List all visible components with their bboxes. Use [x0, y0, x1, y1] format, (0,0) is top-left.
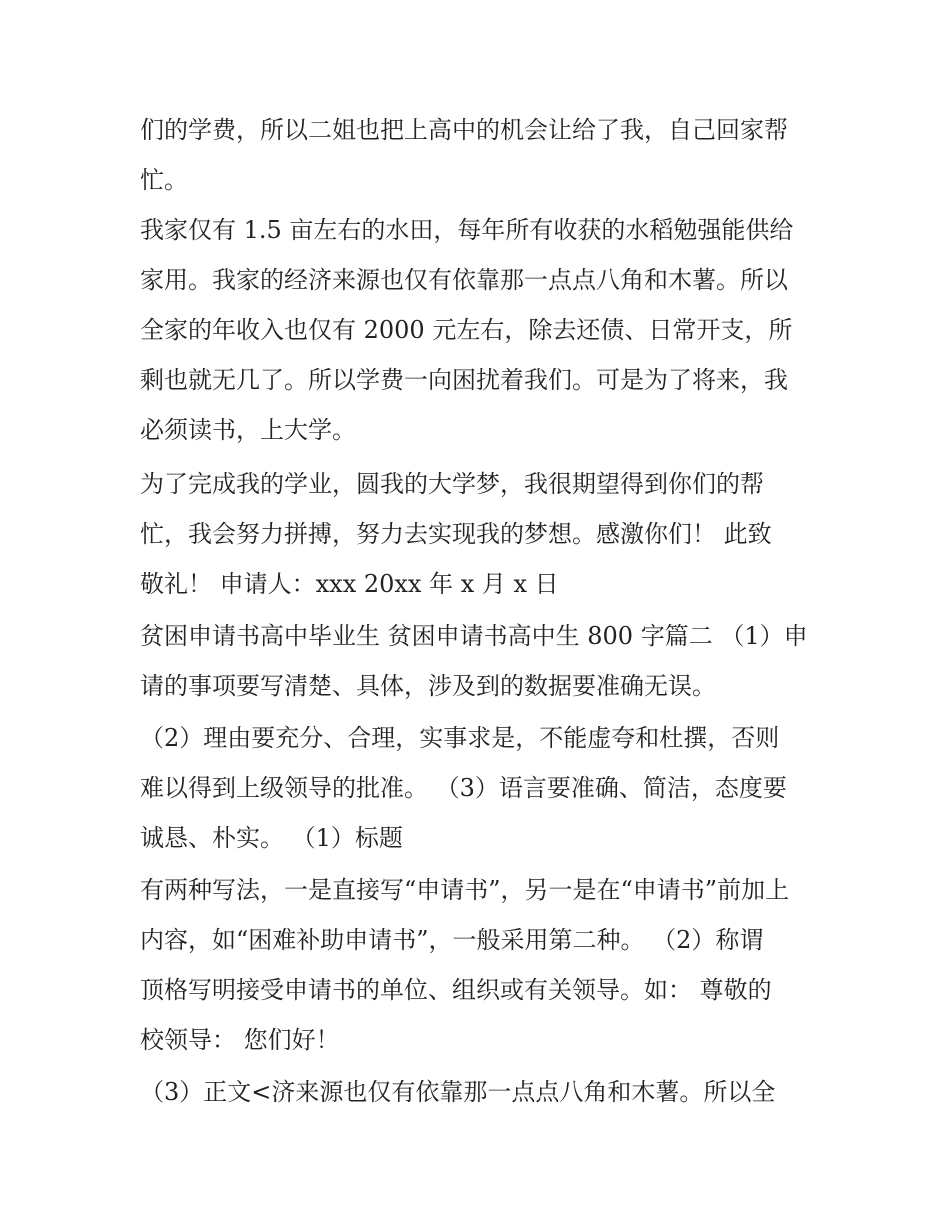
text-line: 全家的年收入也仅有 2000 元左右，除去还债、日常开支，所: [140, 316, 793, 344]
text-line: 内容，如“困难补助申请书”，一般采用第二种。 （2）称谓: [140, 926, 764, 954]
text-line: 为了完成我的学业，圆我的大学梦，我很期望得到你们的帮: [140, 470, 764, 498]
text-line: 顶格写明接受申请书的单位、组织或有关领导。如： 尊敬的: [140, 976, 772, 1004]
text-line: 忙。: [140, 166, 188, 194]
text-line: 请的事项要写清楚、具体，涉及到的数据要准确无误。: [140, 672, 716, 700]
text-line: 难以得到上级领导的批准。 （3）语言要准确、简洁，态度要: [140, 774, 787, 802]
text-line: （3）正文<济来源也仅有依靠那一点点八角和木薯。所以全: [140, 1078, 776, 1106]
text-line: 诚恳、朴实。 （1）标题: [140, 824, 403, 852]
text-line: 家用。我家的经济来源也仅有依靠那一点点八角和木薯。所以: [140, 266, 788, 294]
text-line: 们的学费，所以二姐也把上高中的机会让给了我，自己回家帮: [140, 116, 788, 144]
text-line: 有两种写法，一是直接写“申请书”，另一是在“申请书”前加上: [140, 876, 790, 904]
text-line: 剩也就无几了。所以学费一向困扰着我们。可是为了将来，我: [140, 366, 788, 394]
text-line: 敬礼！ 申请人：xxx 20xx 年 x 月 x 日: [140, 570, 559, 598]
text-line: 忙，我会努力拼搏，努力去实现我的梦想。感激你们！ 此致: [140, 520, 772, 548]
text-line: 校领导： 您们好！: [140, 1026, 340, 1054]
text-line: 我家仅有 1.5 亩左右的水田，每年所有收获的水稻勉强能供给: [140, 216, 794, 244]
text-line: 必须读书，上大学。: [140, 416, 356, 444]
text-line: 贫困申请书高中毕业生 贫困申请书高中生 800 字篇二 （1）申: [140, 622, 808, 650]
text-line: （2）理由要充分、合理，实事求是，不能虚夸和杜撰，否则: [140, 724, 780, 752]
